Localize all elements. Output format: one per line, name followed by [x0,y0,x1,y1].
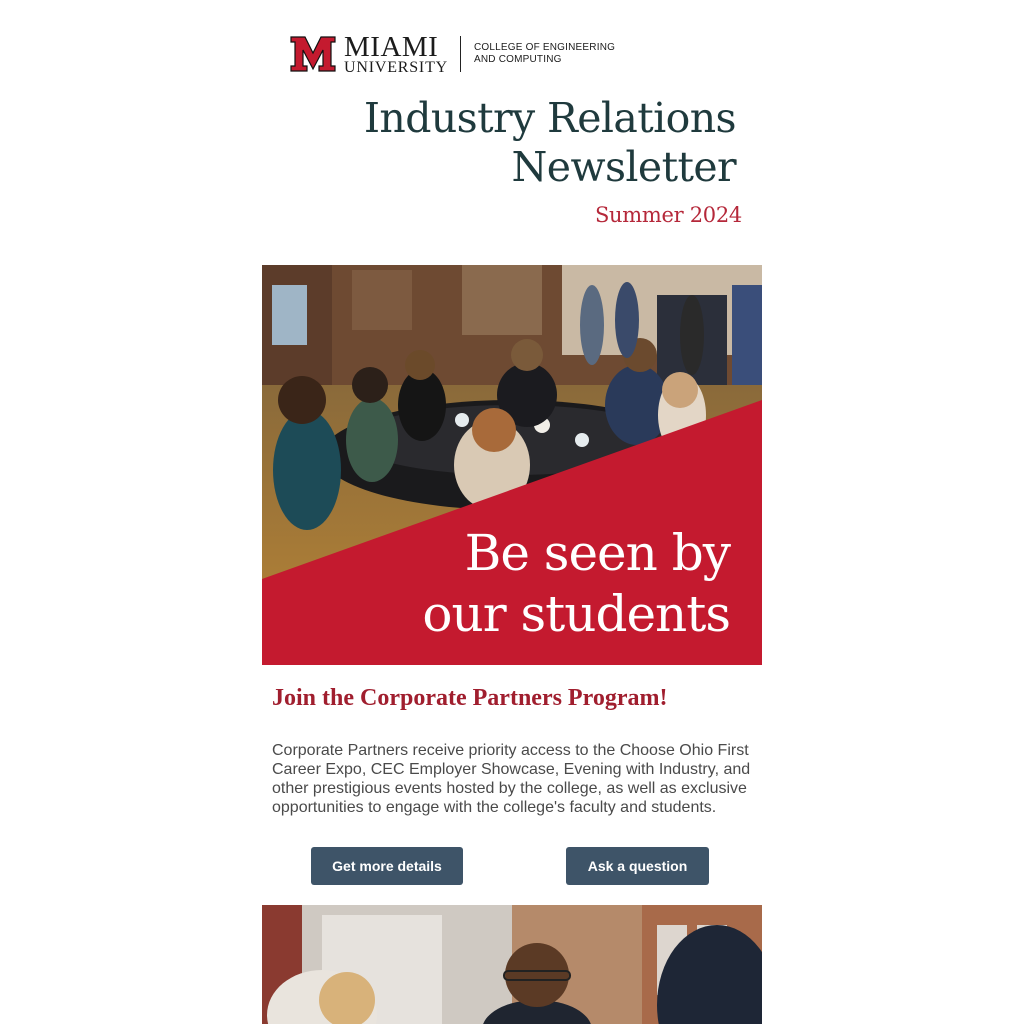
miami-m-logo-icon [290,36,336,72]
hero-caption-line-1: Be seen by [464,524,730,582]
logo-divider [460,36,461,72]
college-line-1: COLLEGE OF ENGINEERING [474,42,616,53]
section-body: Corporate Partners receive priority access to the Choose Ohio First Career Expo, CEC Employer Showcase, Evening with Industry, and other prestigious events hosted by the college, as well as exclusive opportunities to engage with the college's faculty and students. [272,742,751,816]
secondary-photo-image [262,905,762,1024]
hero-caption-line-2: our students [422,585,730,643]
logo-secondary: UNIVERSITY [344,58,448,76]
ask-a-question-button[interactable]: Ask a question [566,847,709,885]
newsletter-season: Summer 2024 [594,203,742,227]
miami-university-logo[interactable] [290,30,616,76]
section-heading: Join the Corporate Partners Program! [272,685,668,711]
secondary-photo [262,905,762,1024]
title-line-1: Industry Relations [363,94,736,142]
newsletter-email [262,0,762,1024]
title-line-2: Newsletter [511,143,736,191]
logo-primary: MIAMI [344,30,439,63]
newsletter-title [364,94,736,192]
hero-banner[interactable] [262,265,762,665]
college-name [474,42,615,66]
college-line-2: AND COMPUTING [474,54,562,65]
get-more-details-button[interactable]: Get more details [311,847,463,885]
hero-caption [422,523,730,645]
logo-wordmark [344,30,448,76]
